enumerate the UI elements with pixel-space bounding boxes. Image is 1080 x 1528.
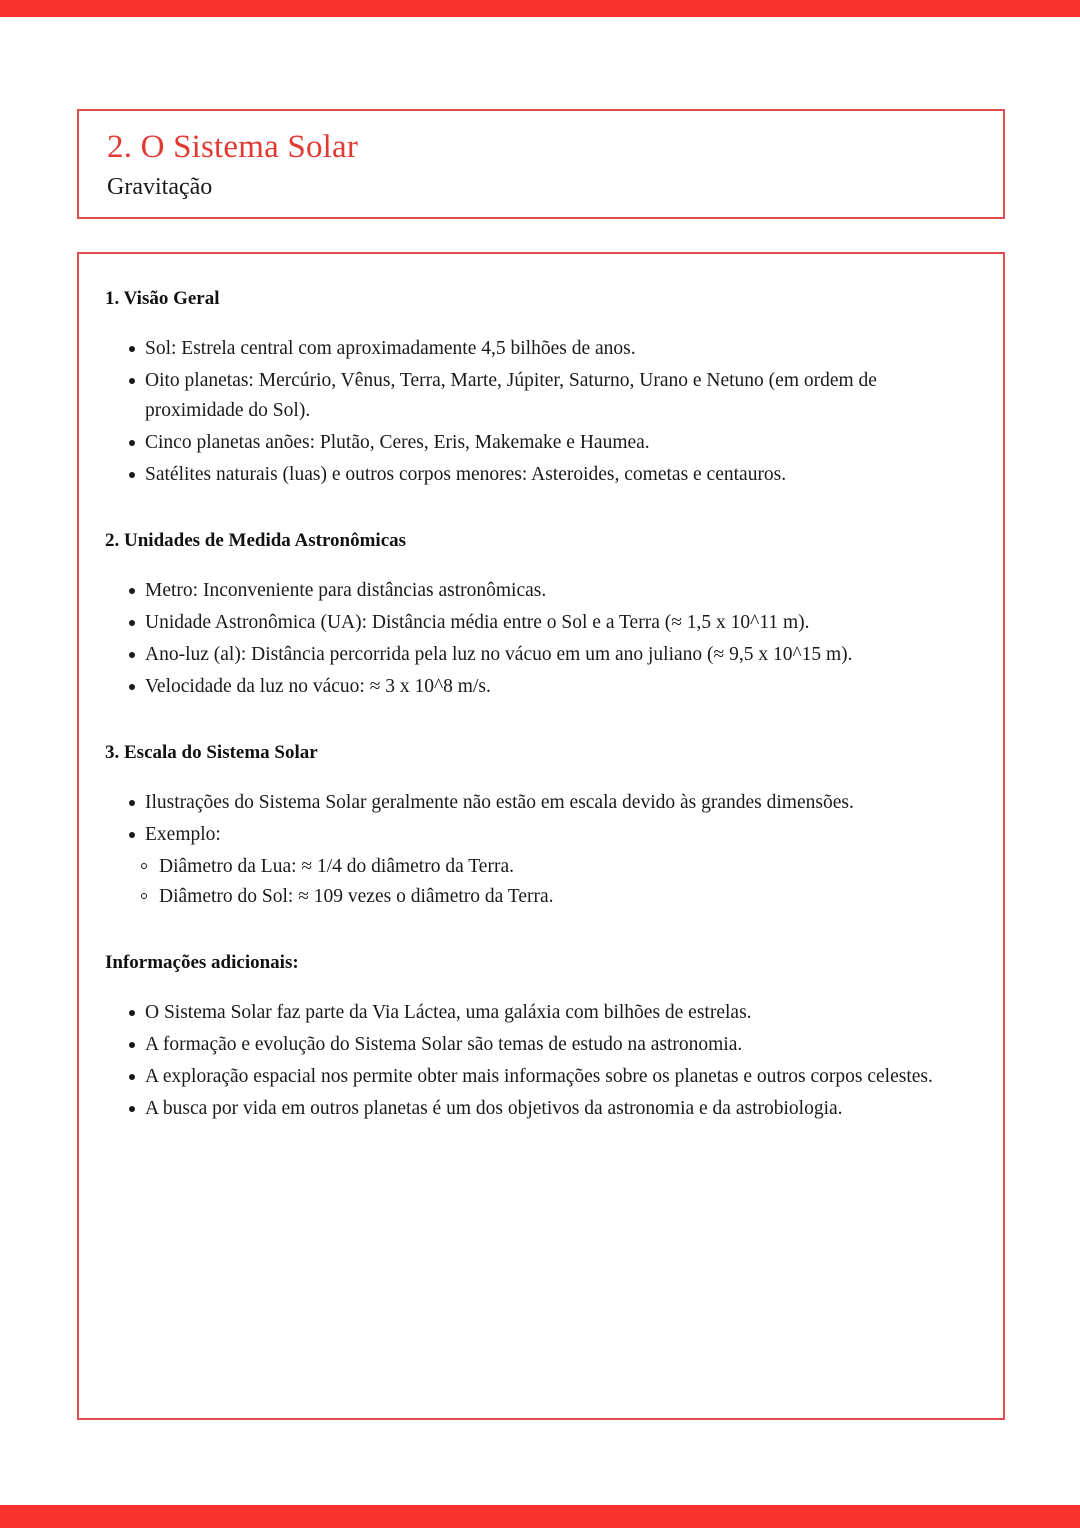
document-body xyxy=(79,254,1003,1150)
list-item: A exploração espacial nos permite obter mais informações sobre os planetas e outros corpos celestes. xyxy=(105,1062,979,1092)
list-item: Ilustrações do Sistema Solar geralmente não estão em escala devido às grandes dimensões. xyxy=(105,788,979,818)
list-item: Velocidade da luz no vácuo: ≈ 3 x 10^8 m/s. xyxy=(105,672,979,702)
list-item: Exemplo: xyxy=(105,820,979,850)
sub-list-item: Diâmetro da Lua: ≈ 1/4 do diâmetro da Terra. xyxy=(121,852,979,882)
page-title: 2. O Sistema Solar xyxy=(107,129,359,165)
list-item: Oito planetas: Mercúrio, Vênus, Terra, Marte, Júpiter, Saturno, Urano e Netuno (em ordem de proximidade do Sol). xyxy=(105,366,979,426)
list-item: Satélites naturais (luas) e outros corpos menores: Asteroides, cometas e centauros. xyxy=(105,460,979,490)
list-item: Ano-luz (al): Distância percorrida pela luz no vácuo em um ano juliano (≈ 9,5 x 10^15 m). xyxy=(105,640,979,670)
list-item: Sol: Estrela central com aproximadamente 4,5 bilhões de anos. xyxy=(105,334,979,364)
document-content-box xyxy=(77,252,1005,1420)
document-header-box xyxy=(77,109,1005,219)
section-heading-escala: 3. Escala do Sistema Solar xyxy=(105,742,318,763)
section-list-informacoes-adicionais xyxy=(105,998,979,1124)
section-heading-unidades-medida: 2. Unidades de Medida Astronômicas xyxy=(105,530,407,551)
section-list-unidades-medida xyxy=(105,576,979,702)
list-item: A formação e evolução do Sistema Solar são temas de estudo na astronomia. xyxy=(105,1030,979,1060)
sub-list-item: Diâmetro do Sol: ≈ 109 vezes o diâmetro da Terra. xyxy=(121,882,979,912)
page-top-accent-bar xyxy=(0,0,1080,17)
list-item: A busca por vida em outros planetas é um dos objetivos da astronomia e da astrobiologia. xyxy=(105,1094,979,1124)
section-heading-visao-geral: 1. Visão Geral xyxy=(105,288,220,309)
section-list-escala xyxy=(105,788,979,850)
nested-list-wrapper xyxy=(121,852,979,912)
section-sublist-escala xyxy=(121,852,979,912)
list-item: Cinco planetas anões: Plutão, Ceres, Eris, Makemake e Haumea. xyxy=(105,428,979,458)
list-item: Unidade Astronômica (UA): Distância média entre o Sol e a Terra (≈ 1,5 x 10^11 m). xyxy=(105,608,979,638)
list-item: Metro: Inconveniente para distâncias astronômicas. xyxy=(105,576,979,606)
list-item: O Sistema Solar faz parte da Via Láctea, uma galáxia com bilhões de estrelas. xyxy=(105,998,979,1028)
section-heading-informacoes-adicionais: Informações adicionais: xyxy=(105,952,299,973)
document-header-content xyxy=(79,111,1003,203)
page-bottom-accent-bar xyxy=(0,1505,1080,1528)
section-list-visao-geral xyxy=(105,334,979,490)
page-subtitle: Gravitação xyxy=(107,174,213,200)
